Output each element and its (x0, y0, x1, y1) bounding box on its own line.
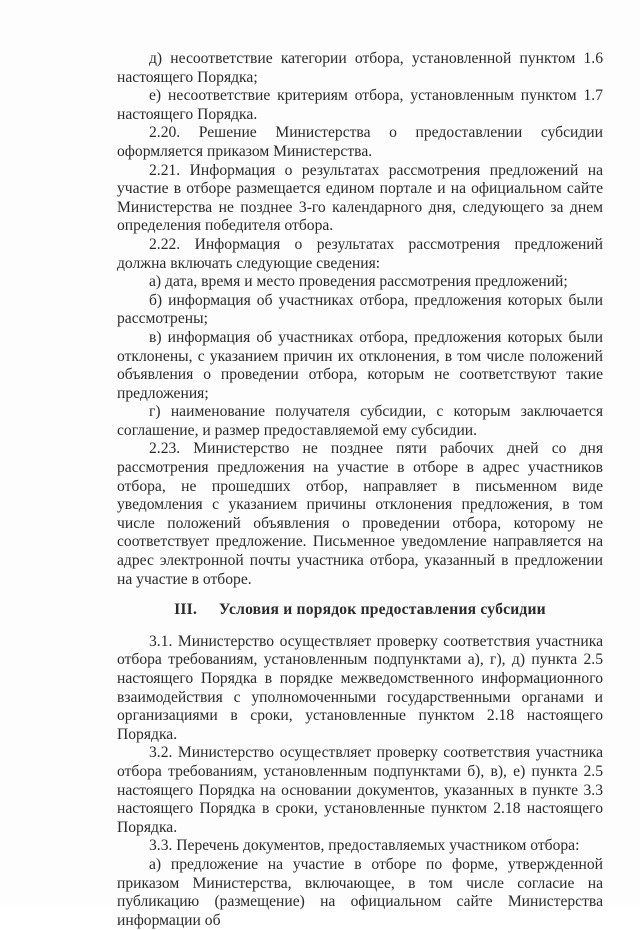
paragraph-2-22-a: а) дата, время и место проведения рассмотрения предложений; (149, 273, 568, 291)
section-number: III. (174, 601, 198, 619)
paragraph-d: д) несоответствие категории отбора, установленной пунктом 1.6 настоящего Порядка; (117, 50, 603, 86)
paragraph-3-3-a: а) предложение на участие в отборе по форме, утвержденной приказом Министерства, включающее, в том числе согласие на публикацию (размещение) на официальном сайте Министерства информации об (117, 855, 603, 929)
section-heading (117, 601, 603, 620)
paragraph-3-1: 3.1. Министерство осуществляет проверку соответствия участника отбора требованиям, установленным подпунктами а), г), д) пункта 2.5 настоящего Порядка в порядке межведомственного информационного взаимодействия с уполномоченными государственными органами и организациями в сроки, установленные пунктом 2.18 настоящего Порядка. (117, 632, 603, 743)
paragraph-e: е) несоответствие критериям отбора, установленным пунктом 1.7 настоящего Порядка. (117, 87, 603, 123)
document-body (117, 50, 603, 930)
section-title: Условия и порядок предоставления субсидии (219, 601, 546, 619)
paragraph-2-22-b: б) информация об участниках отбора, предложения которых были рассмотрены; (117, 291, 603, 328)
paragraph-2-21: 2.21. Информация о результатах рассмотрения предложений на участие в отборе размещается едином портале и на официальном сайте Министерства не позднее 3-го календарного дня, следующего за днем определения победителя отбора. (117, 161, 603, 235)
paragraph-3-3: 3.3. Перечень документов, предоставляемых участником отбора: (149, 837, 580, 855)
paragraph-2-22-g: г) наименование получателя субсидии, с которым заключается соглашение, и размер предоставляемой ему субсидии. (117, 403, 603, 439)
paragraph-2-22-v: в) информация об участниках отбора, предложения которых были отклонены, с указанием причин их отклонения, в том числе положений объявления о проведении отбора, которым не соответствуют такие предложения; (117, 328, 603, 402)
paragraph-2-22: 2.22. Информация о результатах рассмотрения предложений должна включать следующие сведения: (117, 235, 603, 272)
paragraph-2-20: 2.20. Решение Министерства о предоставлении субсидии оформляется приказом Министерства. (117, 124, 603, 160)
paragraph-3-2: 3.2. Министерство осуществляет проверку соответствия участника отбора требованиям, установленным подпунктами б), в), е) пункта 2.5 настоящего Порядка на основании документов, указанных в пункте 3.3 настоящего Порядка в сроки, установленные пунктом 2.18 настоящего Порядка. (117, 744, 603, 836)
paragraph-2-23: 2.23. Министерство не позднее пяти рабочих дней со дня рассмотрения предложения на участие в отборе в адрес участников отбора, не прошедших отбор, направляет в письменном виде уведомления с указанием причины отклонения предложения, в том числе положений объявления о проведении отбора, которому не соответствует предложение. Письменное уведомление направляется на адрес электронной почты участника отбора, указанный в предложении на участие в отборе. (117, 440, 603, 588)
